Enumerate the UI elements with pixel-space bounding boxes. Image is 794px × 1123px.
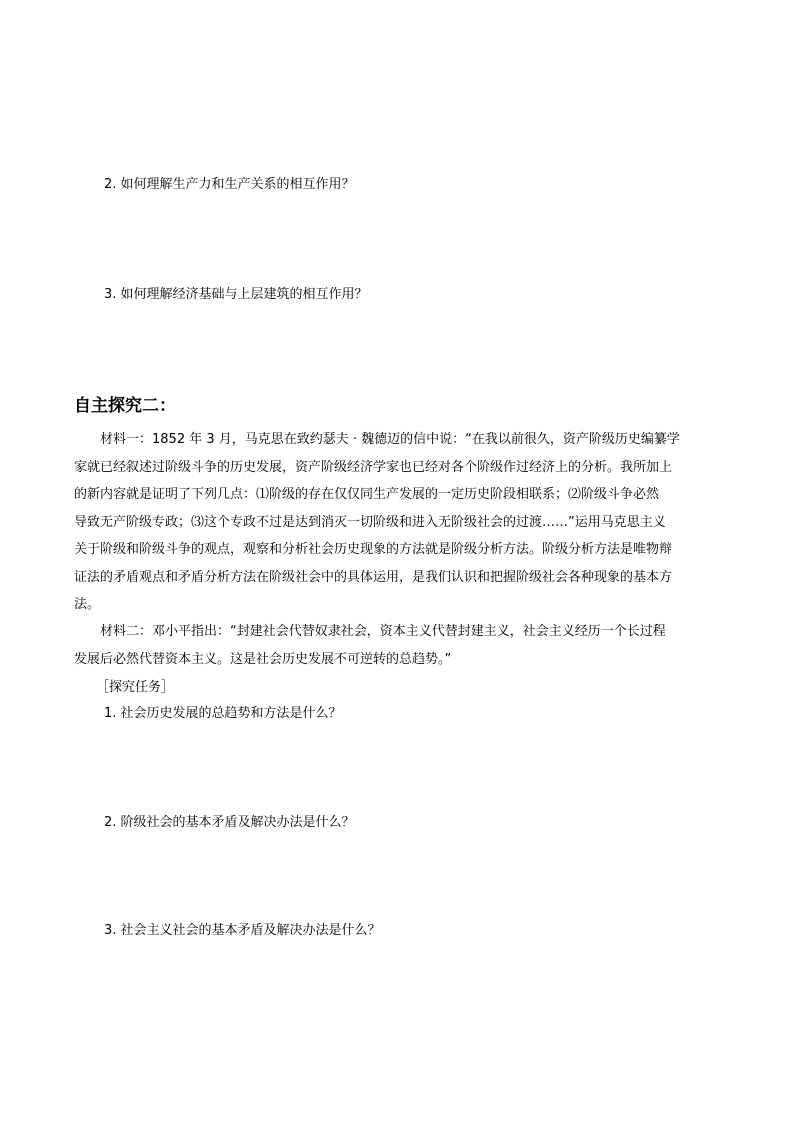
- section-title: 自主探究二：: [74, 396, 176, 416]
- material-one-paragraph: [74, 426, 724, 619]
- task-question-class-society: 2. 阶级社会的基本矛盾及解决办法是什么？: [104, 815, 355, 830]
- material-one-line: 导致无产阶级专政；⑶这个专政不过是达到消灭一切阶级和进入无阶级社会的过渡……”运用马克思主义: [74, 514, 666, 530]
- task-question-trend: 1. 社会历史发展的总趋势和方法是什么？: [104, 706, 342, 721]
- material-one-line: 的新内容就是证明了下列几点：⑴阶级的存在仅仅同生产发展的一定历史阶段相联系；⑵阶级斗争必然: [74, 487, 660, 502]
- material-two-line: 材料二：邓小平指出：“封建社会代替奴隶社会，资本主义代替封建主义，社会主义经历一个长过程: [100, 624, 666, 639]
- material-one-line: 家就已经叙述过阶级斗争的历史发展，资产阶级经济学家也已经对各个阶级作过经济上的分析。我所加上: [74, 459, 673, 475]
- material-one-line: 关于阶级和阶级斗争的观点，观察和分析社会历史现象的方法就是阶级分析方法。阶级分析方法是唯物辩: [74, 542, 673, 557]
- material-one-line: 证法的矛盾观点和矛盾分析方法在阶级社会中的具体运用，是我们认识和把握阶级社会各种现象的基本方: [74, 569, 673, 585]
- material-one-line: 材料一：1852 年 3 月，马克思在致约瑟夫 · 魏德迈的信中说：“在我以前很久，资产阶级历史编纂学: [100, 432, 680, 447]
- question-economic-base: 3. 如何理解经济基础与上层建筑的相互作用？: [104, 287, 368, 302]
- question-production-forces: 2. 如何理解生产力和生产关系的相互作用？: [104, 177, 355, 192]
- material-one-line: 法。: [74, 597, 101, 612]
- task-question-socialist-society: 3. 社会主义社会的基本矛盾及解决办法是什么？: [104, 923, 381, 938]
- material-two-paragraph: [74, 618, 724, 673]
- task-label: ［探究任务］: [96, 680, 175, 695]
- material-two-line: 发展后必然代替资本主义。这是社会历史发展不可逆转的总趋势。”: [74, 651, 452, 667]
